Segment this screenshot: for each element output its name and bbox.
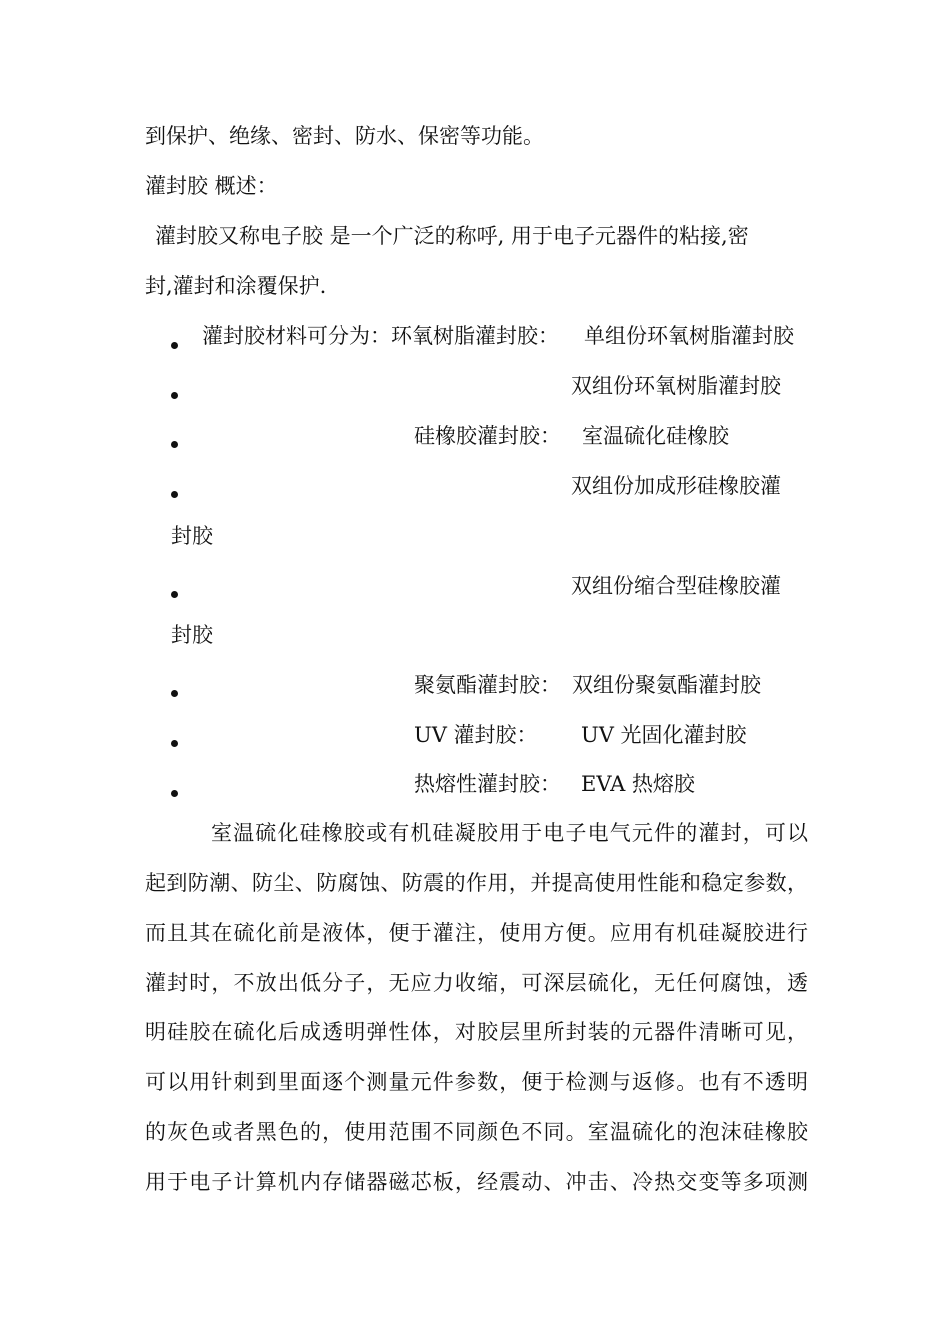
intro-line: 到保护、绝缘、密封、防水、保密等功能。 <box>145 124 544 148</box>
bullet-icon <box>171 342 178 349</box>
section-heading: 灌封胶 概述： <box>145 174 278 198</box>
paragraph-line: 的灰色或者黑色的，使用范围不同颜色不同。室温硫化的泡沫硅橡胶 <box>145 1120 808 1144</box>
list-item: 双组份加成形硅橡胶灌 <box>571 474 781 498</box>
paragraph-line: 而且其在硫化前是液体，便于灌注，使用方便。应用有机硅凝胶进行 <box>145 921 808 945</box>
list-item: 双组份环氧树脂灌封胶 <box>571 374 781 398</box>
description-line: 封,灌封和涂覆保护. <box>145 274 327 298</box>
list-item: 室温硫化硅橡胶 <box>582 424 729 448</box>
paragraph-line: 灌封时，不放出低分子，无应力收缩，可深层硫化，无任何腐蚀，透 <box>145 971 808 995</box>
paragraph-line: 起到防潮、防尘、防腐蚀、防震的作用，并提高使用性能和稳定参数， <box>145 871 808 895</box>
category-label: 聚氨酯灌封胶： <box>414 673 561 697</box>
list-item: EVA 热熔胶 <box>581 772 695 796</box>
description-line: 灌封胶又称电子胶 是一个广泛的称呼, 用于电子元器件的粘接,密 <box>155 224 749 248</box>
bullet-icon <box>171 690 178 697</box>
paragraph-line: 室温硫化硅橡胶或有机硅凝胶用于电子电气元件的灌封，可以 <box>211 821 808 845</box>
paragraph-line: 可以用针刺到里面逐个测量元件参数，便于检测与返修。也有不透明 <box>145 1070 808 1094</box>
list-item: UV 光固化灌封胶 <box>581 723 747 747</box>
bullet-icon <box>171 392 178 399</box>
list-item-continuation: 封胶 <box>171 623 213 647</box>
classification-lead: 灌封胶材料可分为：环氧树脂灌封胶： <box>202 324 559 348</box>
bullet-icon <box>171 591 178 598</box>
bullet-icon <box>171 790 178 797</box>
category-label: 热熔性灌封胶： <box>414 772 561 796</box>
list-item: 双组份聚氨酯灌封胶 <box>572 673 761 697</box>
paragraph-line: 用于电子计算机内存储器磁芯板，经震动、冲击、冷热交变等多项测 <box>145 1170 808 1194</box>
list-item-continuation: 封胶 <box>171 524 213 548</box>
category-label: UV 灌封胶： <box>414 723 538 747</box>
bullet-icon <box>171 740 178 747</box>
bullet-icon <box>171 441 178 448</box>
list-item: 双组份缩合型硅橡胶灌 <box>571 574 781 598</box>
category-label: 硅橡胶灌封胶： <box>414 424 561 448</box>
paragraph-line: 明硅胶在硫化后成透明弹性体，对胶层里所封装的元器件清晰可见， <box>145 1020 808 1044</box>
bullet-icon <box>171 491 178 498</box>
list-item: 单组份环氧树脂灌封胶 <box>584 324 794 348</box>
